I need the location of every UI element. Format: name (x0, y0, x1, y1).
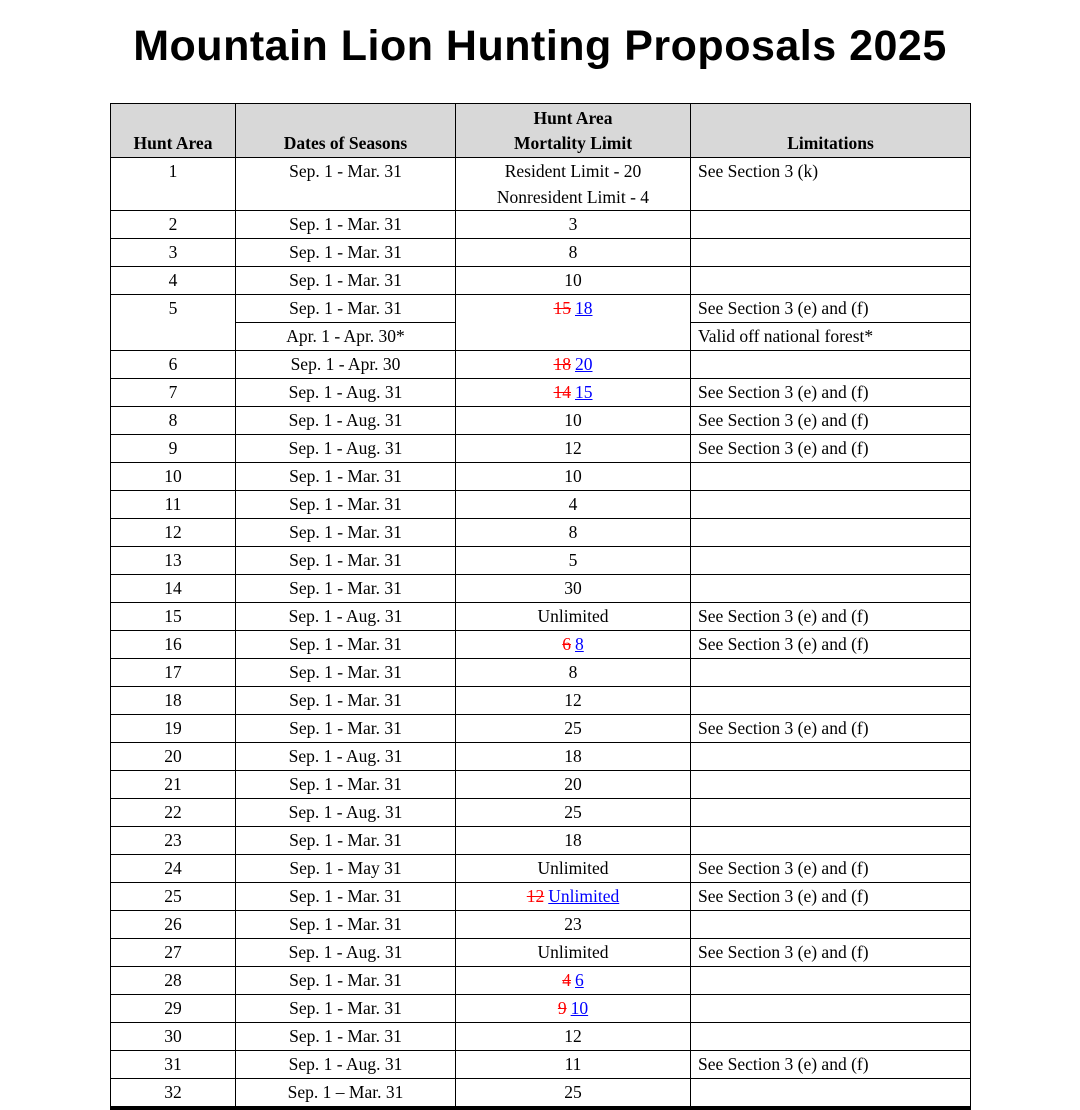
limit-old-value: 4 (562, 970, 571, 990)
header-dates-label: Dates of Seasons (283, 133, 408, 153)
hunt-area-cell: 25 (111, 883, 236, 911)
limitations-cell (691, 211, 971, 239)
dates-cell: Sep. 1 - Mar. 31 (236, 995, 456, 1023)
mortality-limit-cell: 12 (456, 1023, 691, 1051)
hunt-area-cell: 10 (111, 463, 236, 491)
dates-cell: Sep. 1 - Mar. 31 (236, 211, 456, 239)
limitations-cell: See Section 3 (e) and (f) (691, 435, 971, 463)
limitations-cell: Valid off national forest* (691, 323, 971, 351)
proposals-table (110, 103, 971, 1110)
table-row (111, 1023, 971, 1051)
dates-cell: Sep. 1 - Mar. 31 (236, 967, 456, 995)
limitations-cell (691, 799, 971, 827)
mortality-limit-cell: 3 (456, 211, 691, 239)
table-row (111, 267, 971, 295)
mortality-limit-cell (456, 351, 691, 379)
limitations-cell (691, 575, 971, 603)
mortality-limit-cell: 20 (456, 771, 691, 799)
dates-cell: Sep. 1 - Mar. 31 (236, 519, 456, 547)
table-row (111, 883, 971, 911)
limitations-cell: See Section 3 (e) and (f) (691, 295, 971, 323)
dates-cell: Sep. 1 – Mar. 31 (236, 1079, 456, 1109)
table-row (111, 603, 971, 631)
table-row (111, 855, 971, 883)
table-row (111, 435, 971, 463)
mortality-limit-cell: 18 (456, 743, 691, 771)
hunt-area-cell: 24 (111, 855, 236, 883)
limitations-cell (691, 463, 971, 491)
hunt-area-cell: 21 (111, 771, 236, 799)
limitations-cell (691, 687, 971, 715)
mortality-limit-cell: 11 (456, 1051, 691, 1079)
limitations-cell (691, 519, 971, 547)
hunt-area-cell: 13 (111, 547, 236, 575)
header-hunt-area-label: Hunt Area (133, 133, 213, 153)
mortality-limit-cell: 12 (456, 687, 691, 715)
limit-line: Nonresident Limit - 4 (496, 187, 650, 207)
header-dates-of-seasons (236, 104, 456, 158)
table-row (111, 407, 971, 435)
hunt-area-cell: 5 (111, 295, 236, 351)
limitations-cell: See Section 3 (e) and (f) (691, 603, 971, 631)
table-row (111, 743, 971, 771)
dates-cell: Sep. 1 - Aug. 31 (236, 939, 456, 967)
hunt-area-cell: 14 (111, 575, 236, 603)
limitations-cell: See Section 3 (e) and (f) (691, 379, 971, 407)
limitations-cell (691, 547, 971, 575)
hunt-area-cell: 3 (111, 239, 236, 267)
mortality-limit-cell: 8 (456, 659, 691, 687)
header-mortality-limit-line1: Hunt Area (533, 108, 613, 128)
limitations-cell (691, 771, 971, 799)
dates-cell: Sep. 1 - Mar. 31 (236, 491, 456, 519)
limitations-cell: See Section 3 (e) and (f) (691, 407, 971, 435)
hunt-area-cell: 6 (111, 351, 236, 379)
header-limitations (691, 104, 971, 158)
header-mortality-limit-line2: Mortality Limit (513, 133, 633, 153)
dates-cell: Sep. 1 - Mar. 31 (236, 547, 456, 575)
hunt-area-cell: 31 (111, 1051, 236, 1079)
table-row (111, 631, 971, 659)
limitations-cell: See Section 3 (k) (691, 158, 971, 211)
hunt-area-cell: 30 (111, 1023, 236, 1051)
mortality-limit-cell: 10 (456, 267, 691, 295)
mortality-limit-cell: 23 (456, 911, 691, 939)
limit-new-value: 18 (575, 298, 593, 318)
hunt-area-cell: 19 (111, 715, 236, 743)
limit-new-value: Unlimited (548, 886, 620, 906)
dates-cell: Sep. 1 - Mar. 31 (236, 883, 456, 911)
table-row (111, 351, 971, 379)
dates-cell: Sep. 1 - Mar. 31 (236, 1023, 456, 1051)
table-row (111, 211, 971, 239)
limit-old-value: 6 (562, 634, 571, 654)
dates-cell: Sep. 1 - Aug. 31 (236, 743, 456, 771)
mortality-limit-cell: Unlimited (456, 855, 691, 883)
table-row (111, 911, 971, 939)
hunt-area-cell: 18 (111, 687, 236, 715)
limitations-cell: See Section 3 (e) and (f) (691, 631, 971, 659)
limitations-cell (691, 967, 971, 995)
hunt-area-cell: 28 (111, 967, 236, 995)
limit-new-value: 20 (575, 354, 593, 374)
limit-old-value: 18 (553, 354, 571, 374)
table-row (111, 967, 971, 995)
hunt-area-cell: 2 (111, 211, 236, 239)
hunt-area-cell: 7 (111, 379, 236, 407)
table-row (111, 575, 971, 603)
limit-old-value: 14 (553, 382, 571, 402)
table-row (111, 491, 971, 519)
mortality-limit-cell (456, 158, 691, 211)
mortality-limit-cell: 25 (456, 715, 691, 743)
header-hunt-area (111, 104, 236, 158)
dates-cell: Sep. 1 - Mar. 31 (236, 463, 456, 491)
dates-cell: Sep. 1 - Mar. 31 (236, 158, 456, 211)
limitations-cell: See Section 3 (e) and (f) (691, 715, 971, 743)
limit-old-value: 12 (526, 886, 545, 906)
limit-new-value: 15 (575, 382, 593, 402)
hunt-area-cell: 1 (111, 158, 236, 211)
table-row (111, 379, 971, 407)
mortality-limit-cell: 30 (456, 575, 691, 603)
hunt-area-cell: 32 (111, 1079, 236, 1109)
mortality-limit-cell: Unlimited (456, 939, 691, 967)
dates-cell: Sep. 1 - Mar. 31 (236, 687, 456, 715)
header-limitations-label: Limitations (787, 133, 874, 153)
limitations-cell (691, 827, 971, 855)
mortality-limit-cell: 10 (456, 463, 691, 491)
table-row (111, 827, 971, 855)
hunt-area-cell: 11 (111, 491, 236, 519)
dates-cell: Sep. 1 - Mar. 31 (236, 827, 456, 855)
mortality-limit-cell: 8 (456, 519, 691, 547)
hunt-area-cell: 26 (111, 911, 236, 939)
table-row (111, 799, 971, 827)
limitations-cell (691, 995, 971, 1023)
mortality-limit-cell (456, 631, 691, 659)
limitations-cell (691, 1079, 971, 1109)
table-row (111, 519, 971, 547)
dates-cell: Sep. 1 - Aug. 31 (236, 435, 456, 463)
table-row (111, 158, 971, 211)
mortality-limit-cell: 4 (456, 491, 691, 519)
mortality-limit-cell: 8 (456, 239, 691, 267)
dates-cell: Sep. 1 - Aug. 31 (236, 379, 456, 407)
dates-cell: Apr. 1 - Apr. 30* (236, 323, 456, 351)
mortality-limit-cell: 12 (456, 435, 691, 463)
dates-cell: Sep. 1 - Mar. 31 (236, 239, 456, 267)
hunt-area-cell: 27 (111, 939, 236, 967)
dates-cell: Sep. 1 - Mar. 31 (236, 715, 456, 743)
limit-new-value: 10 (570, 998, 589, 1018)
header-mortality-limit (456, 104, 691, 158)
mortality-limit-cell: 25 (456, 1079, 691, 1109)
limitations-cell: See Section 3 (e) and (f) (691, 1051, 971, 1079)
mortality-limit-cell: Unlimited (456, 603, 691, 631)
limitations-cell (691, 267, 971, 295)
limitations-cell (691, 743, 971, 771)
hunt-area-cell: 15 (111, 603, 236, 631)
mortality-limit-cell: 25 (456, 799, 691, 827)
limitations-cell (691, 911, 971, 939)
mortality-limit-cell (456, 295, 691, 351)
limitations-cell (691, 351, 971, 379)
mortality-limit-cell (456, 967, 691, 995)
dates-cell: Sep. 1 - May 31 (236, 855, 456, 883)
table-row (111, 995, 971, 1023)
table-row (111, 295, 971, 323)
hunt-area-cell: 22 (111, 799, 236, 827)
table-row (111, 687, 971, 715)
dates-cell: Sep. 1 - Mar. 31 (236, 575, 456, 603)
table-row (111, 715, 971, 743)
mortality-limit-cell: 18 (456, 827, 691, 855)
mortality-limit-cell: 5 (456, 547, 691, 575)
dates-cell: Sep. 1 - Aug. 31 (236, 407, 456, 435)
dates-cell: Sep. 1 - Mar. 31 (236, 631, 456, 659)
table-body (111, 158, 971, 1109)
limitations-cell: See Section 3 (e) and (f) (691, 939, 971, 967)
dates-cell: Sep. 1 - Mar. 31 (236, 659, 456, 687)
limit-new-value: 6 (575, 970, 584, 990)
table-row (111, 771, 971, 799)
mortality-limit-cell (456, 995, 691, 1023)
limit-new-value: 8 (575, 634, 584, 654)
header-row (111, 104, 971, 158)
limitations-cell (691, 491, 971, 519)
hunt-area-cell: 8 (111, 407, 236, 435)
page-title: Mountain Lion Hunting Proposals 2025 (133, 22, 947, 70)
dates-cell: Sep. 1 - Mar. 31 (236, 911, 456, 939)
mortality-limit-cell: 10 (456, 407, 691, 435)
hunt-area-cell: 23 (111, 827, 236, 855)
limitations-cell (691, 1023, 971, 1051)
hunt-area-cell: 29 (111, 995, 236, 1023)
dates-cell: Sep. 1 - Mar. 31 (236, 771, 456, 799)
table-row (111, 239, 971, 267)
limitations-cell: See Section 3 (e) and (f) (691, 883, 971, 911)
table-row (111, 1051, 971, 1079)
table-row (111, 463, 971, 491)
limitations-cell (691, 659, 971, 687)
dates-cell: Sep. 1 - Apr. 30 (236, 351, 456, 379)
hunt-area-cell: 17 (111, 659, 236, 687)
table-row (111, 1079, 971, 1109)
hunt-area-cell: 9 (111, 435, 236, 463)
limit-line: Resident Limit - 20 (504, 161, 642, 181)
table-row (111, 547, 971, 575)
dates-cell: Sep. 1 - Mar. 31 (236, 295, 456, 323)
hunt-area-cell: 4 (111, 267, 236, 295)
dates-cell: Sep. 1 - Aug. 31 (236, 1051, 456, 1079)
table-header (111, 104, 971, 158)
mortality-limit-cell (456, 883, 691, 911)
limitations-cell (691, 239, 971, 267)
limit-old-value: 15 (553, 298, 571, 318)
mortality-limit-cell (456, 379, 691, 407)
table-row (111, 659, 971, 687)
hunt-area-cell: 16 (111, 631, 236, 659)
limit-old-value: 9 (557, 998, 567, 1018)
hunt-area-cell: 12 (111, 519, 236, 547)
dates-cell: Sep. 1 - Aug. 31 (236, 799, 456, 827)
limitations-cell: See Section 3 (e) and (f) (691, 855, 971, 883)
dates-cell: Sep. 1 - Mar. 31 (236, 267, 456, 295)
table-row (111, 939, 971, 967)
dates-cell: Sep. 1 - Aug. 31 (236, 603, 456, 631)
hunt-area-cell: 20 (111, 743, 236, 771)
